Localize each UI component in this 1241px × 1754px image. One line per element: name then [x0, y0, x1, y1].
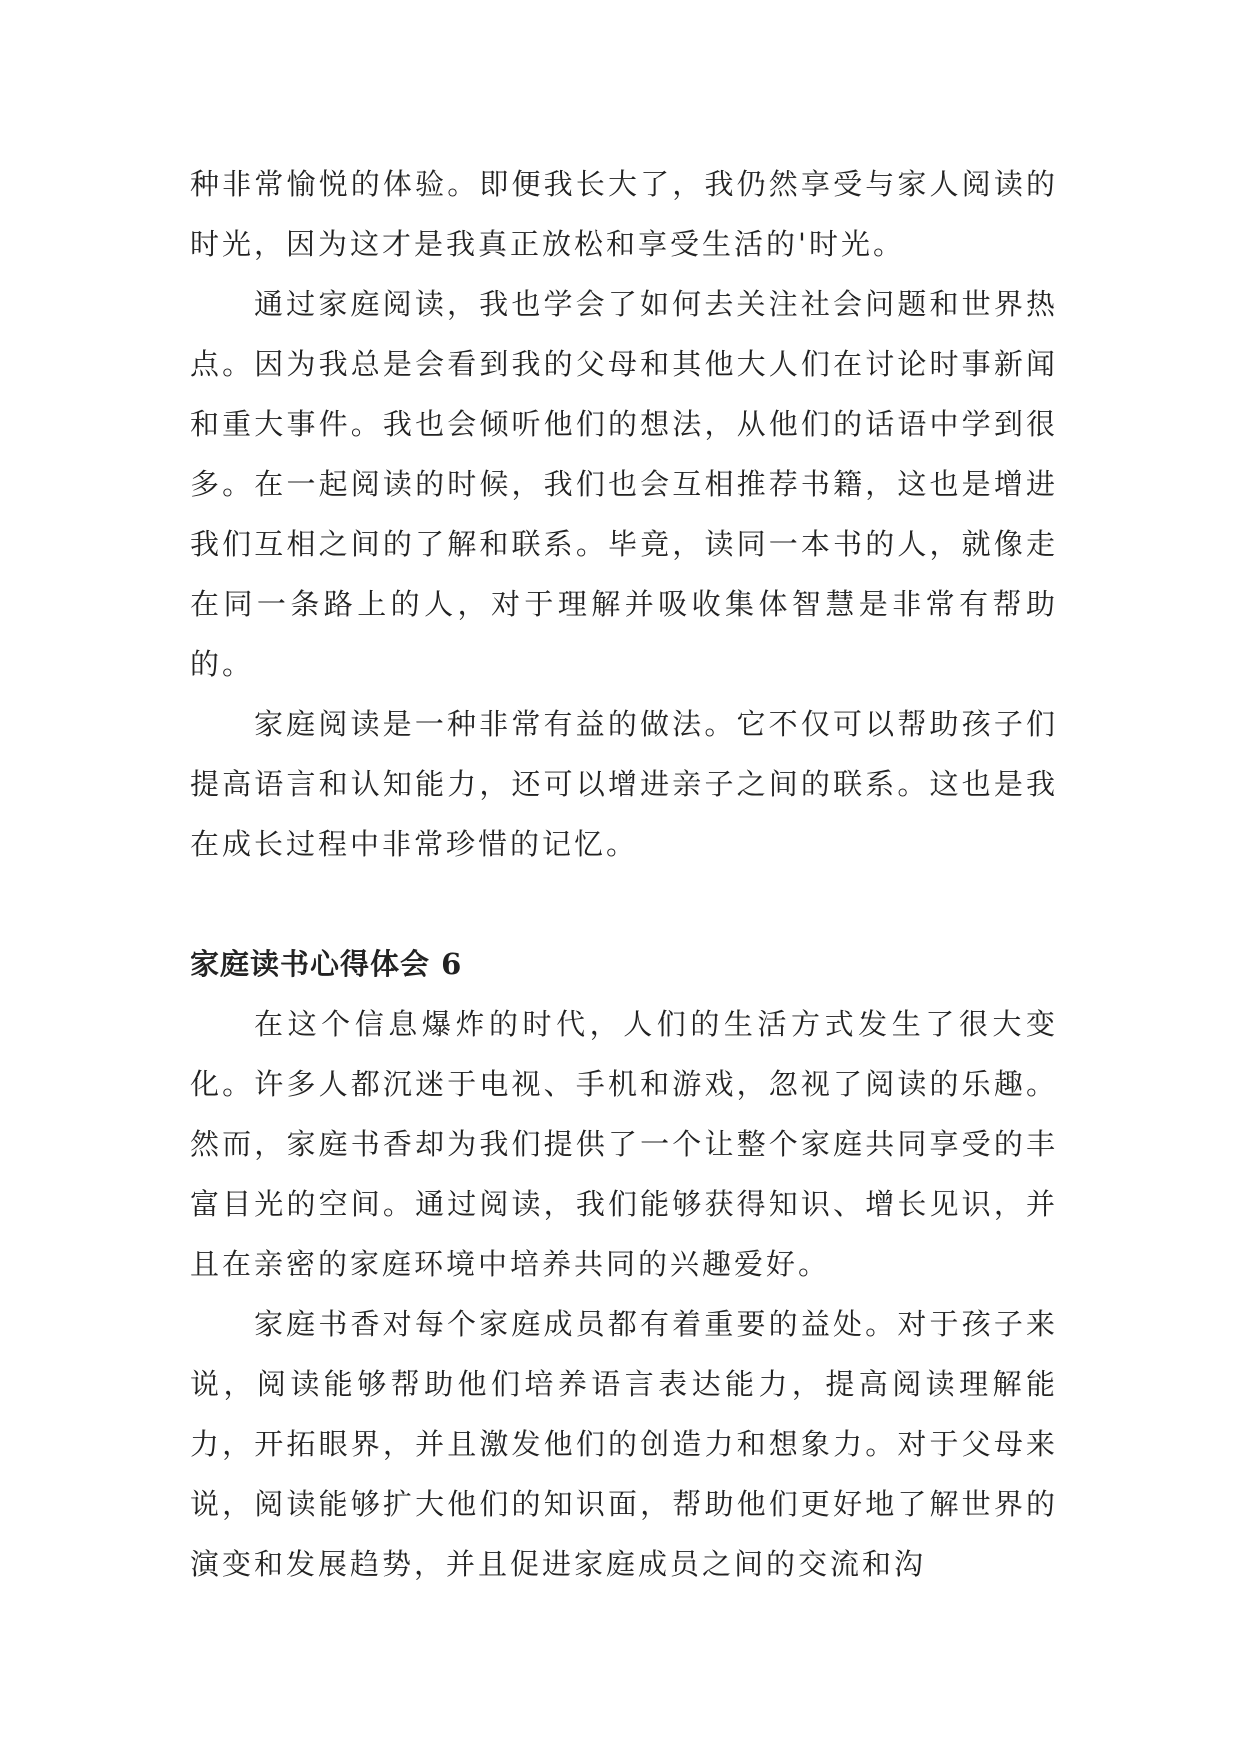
- paragraph: 通过家庭阅读，我也学会了如何去关注社会问题和世界热点。因为我总是会看到我的父母和其他大人们在讨论时事新闻和重大事件。我也会倾听他们的想法，从他们的话语中学到很多。在一起阅读的时候，我们也会互相推荐书籍，这也是增进我们互相之间的了解和联系。毕竟，读同一本书的人，就像走在同一条路上的人，对于理解并吸收集体智慧是非常有帮助的。: [190, 287, 1058, 681]
- paragraph-continued: 种非常愉悦的体验。即便我长大了，我仍然享受与家人阅读的时光，因为这才是我真正放松和享受生活的'时光。: [190, 167, 1058, 261]
- paragraph: 家庭阅读是一种非常有益的做法。它不仅可以帮助孩子们提高语言和认知能力，还可以增进亲子之间的联系。这也是我在成长过程中非常珍惜的记忆。: [190, 707, 1058, 861]
- document-body: [190, 154, 1058, 1594]
- section-spacer: [190, 874, 1058, 934]
- paragraph: 家庭书香对每个家庭成员都有着重要的益处。对于孩子来说，阅读能够帮助他们培养语言表达能力，提高阅读理解能力，开拓眼界，并且激发他们的创造力和想象力。对于父母来说，阅读能够扩大他们的知识面，帮助他们更好地了解世界的演变和发展趋势，并且促进家庭成员之间的交流和沟: [190, 1307, 1058, 1581]
- paragraph: 在这个信息爆炸的时代，人们的生活方式发生了很大变化。许多人都沉迷于电视、手机和游戏，忽视了阅读的乐趣。然而，家庭书香却为我们提供了一个让整个家庭共同享受的丰富目光的空间。通过阅读，我们能够获得知识、增长见识，并且在亲密的家庭环境中培养共同的兴趣爱好。: [190, 1007, 1058, 1281]
- section-heading: 家庭读书心得体会 6: [190, 947, 463, 981]
